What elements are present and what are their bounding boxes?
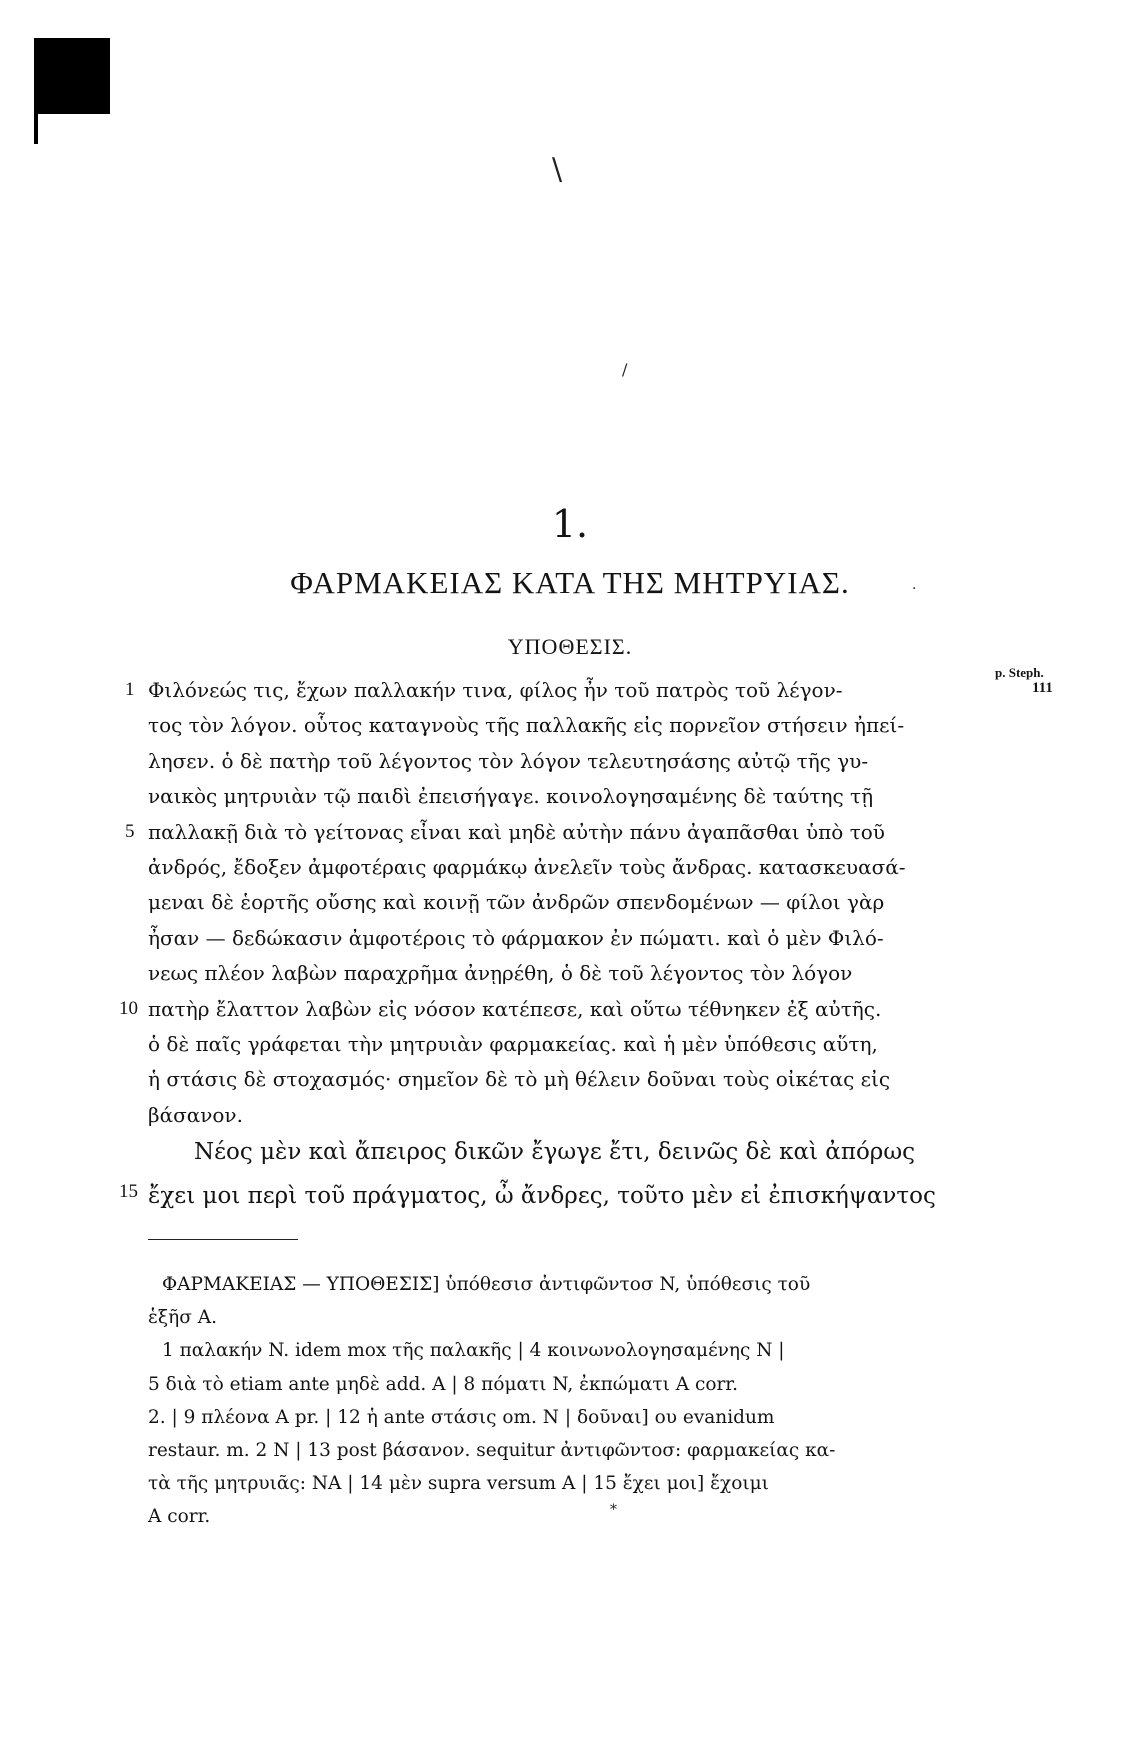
apparatus-line: ἑξῆσ A. (148, 1307, 217, 1329)
stray-mark: / (622, 360, 628, 379)
hypothesis-line: ἦσαν — δεδώκασιν ἀμφοτέροις τὸ φάρμακον ἐν πώματι. καὶ ὁ μὲν Φιλό- (148, 925, 884, 950)
page-title: ΦΑΡΜΑΚΕΙΑΣ ΚΑΤΑ ΤΗΣ ΜΗΤΡΥΙΑΣ. (290, 565, 850, 600)
main-text-line: Νέος μὲν καὶ ἄπειρος δικῶν ἔγωγε ἔτι, δεινῶς δὲ καὶ ἀπόρως (194, 1139, 915, 1165)
scan-corner-mark (34, 38, 110, 114)
hypothesis-line: ὁ δὲ παῖς γράφεται τὴν μητρυιὰν φαρμακείας. καὶ ἡ μὲν ὑπόθεσις αὕτη, (148, 1031, 878, 1056)
apparatus-line: 2. | 9 πλέονα A pr. | 12 ἡ ante στάσις om. N | δοῦναι] ου evanidum (148, 1406, 775, 1428)
hypothesis-line: ναικὸς μητρυιὰν τῷ παιδὶ ἐπεισήγαγε. κοινολογησαμένης δὲ ταύτης τῇ (148, 784, 874, 809)
apparatus-line: A corr. (148, 1506, 211, 1528)
hypothesis-line: παλλακῇ διὰ τὸ γείτονας εἶναι καὶ μηδὲ αὐτὴν πάνυ ἀγαπᾶσθαι ὑπὸ τοῦ (148, 819, 885, 844)
main-text-line: ἔχει μοι περὶ τοῦ πράγματος, ὦ ἄνδρες, τοῦτο μὲν εἰ ἐπισκήψαντος (148, 1183, 936, 1209)
hypothesis-line: ἡ στάσις δὲ στοχασμός· σημεῖον δὲ τὸ μὴ θέλειν δοῦναι τοὺς οἰκέτας εἰς (148, 1067, 891, 1092)
hypothesis-line: λησεν. ὁ δὲ πατὴρ τοῦ λέγοντος τὸν λόγον τελευτησάσης αὐτῷ τῆς γυ- (148, 748, 869, 773)
hypothesis-line: μεναι δὲ ἑορτῆς οὔσης καὶ κοινῇ τῶν ἀνδρῶν σπενδομένων — φίλοι γὰρ (148, 890, 885, 915)
line-number: 5 (125, 821, 135, 842)
stephanus-page-number: 111 (1032, 680, 1053, 696)
hypothesis-heading: ΥΠΟΘΕΣΙΣ. (507, 634, 633, 659)
line-number: 1 (125, 679, 135, 700)
hypothesis-line: τος τὸν λόγον. οὗτος καταγνοὺς τῆς παλλακῆς εἰς πορνεῖον στήσειν ἠπεί- (148, 713, 905, 738)
footnote-divider (148, 1239, 298, 1240)
main-text (148, 1130, 936, 1218)
stray-mark: \ (552, 152, 563, 187)
stray-mark: * (610, 1502, 617, 1518)
apparatus-line: 1 παλακήν N. idem mox τῆς παλακῆς | 4 κοινωνολογησαμένης N | (162, 1340, 785, 1362)
section-number: 1. (551, 502, 589, 546)
hypothesis-line: ἀνδρός, ἔδοξεν ἀμφοτέραις φαρμάκῳ ἀνελεῖν τοὺς ἄνδρας. κατασκευασά- (148, 854, 906, 879)
apparatus-line: τὰ τῆς μητρυιᾶς: NA | 14 μὲν supra versum A | 15 ἔχει μοι] ἔχοιμι (148, 1473, 769, 1495)
critical-apparatus (148, 1268, 913, 1534)
hypothesis-line: Φιλόνεώς τις, ἔχων παλλακήν τινα, φίλος ἦν τοῦ πατρὸς τοῦ λέγον- (148, 678, 843, 702)
stray-mark: . (912, 577, 917, 593)
hypothesis-line: νεως πλέον λαβὼν παραχρῆμα ἀνῃρέθη, ὁ δὲ τοῦ λέγοντος τὸν λόγον (148, 961, 853, 986)
hypothesis-line: πατὴρ ἔλαττον λαβὼν εἰς νόσον κατέπεσε, καὶ οὕτω τέθνηκεν ἐξ αὐτῆς. (148, 996, 882, 1021)
apparatus-line: restaur. m. 2 N | 13 post βάσανον. sequitur ἀντιφῶντοσ: φαρμακείας κα- (148, 1439, 836, 1461)
hypothesis-line: βάσανον. (148, 1102, 243, 1127)
apparatus-line: 5 διὰ τὸ etiam ante μηδὲ add. A | 8 πόματι N, ἐκπώματι A corr. (148, 1373, 739, 1395)
hypothesis-text (148, 673, 913, 1133)
line-number: 15 (119, 1181, 138, 1202)
apparatus-line: ΦΑΡΜΑΚΕΙΑΣ — ΥΠΟΘΕΣΙΣ] ὑπόθεσισ ἀντιφῶντοσ N, ὑπόθεσις τοῦ (162, 1274, 811, 1295)
line-number: 10 (119, 998, 138, 1019)
stephanus-label: p. Steph. (995, 665, 1044, 680)
